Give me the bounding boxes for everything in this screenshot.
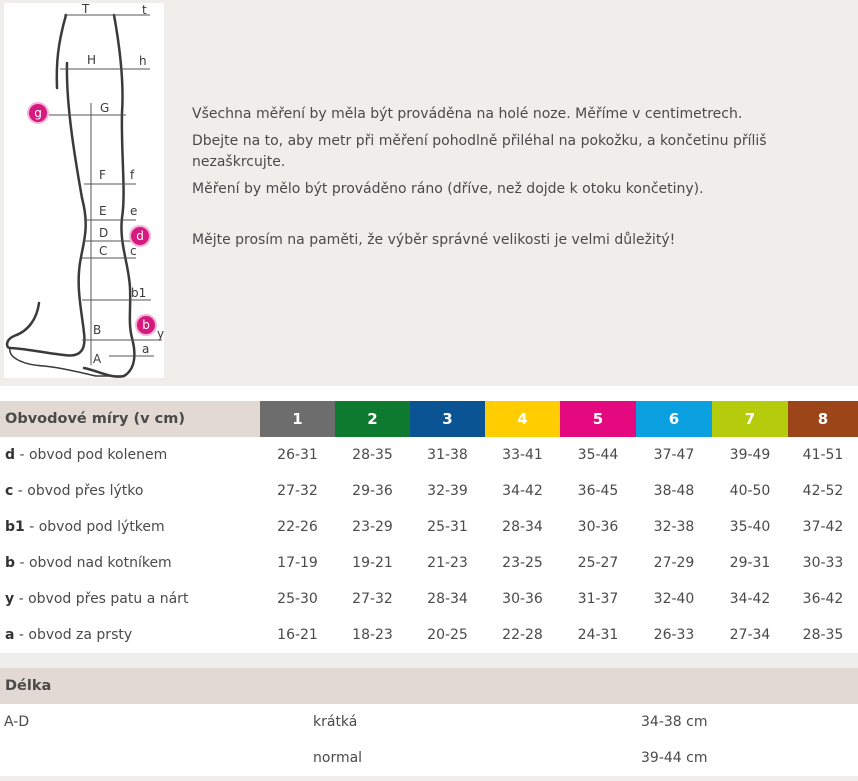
length-row xyxy=(0,704,858,740)
measure-label xyxy=(0,617,260,653)
measure-code: c xyxy=(5,483,14,499)
label-H: H xyxy=(87,53,97,67)
label-y: y xyxy=(157,327,164,341)
badge-d xyxy=(130,226,150,246)
size-value: 31-37 xyxy=(560,581,636,617)
label-c: c xyxy=(130,244,137,258)
size-header: 4 xyxy=(485,401,560,437)
size-value: 28-35 xyxy=(335,437,410,473)
label-D: D xyxy=(99,226,109,240)
size-value: 32-39 xyxy=(410,473,485,509)
table-row xyxy=(0,437,858,473)
section-gap xyxy=(0,653,858,668)
length-range: 34-38 cm xyxy=(641,714,708,730)
size-value: 42-52 xyxy=(788,473,858,509)
size-value: 20-25 xyxy=(410,617,485,653)
size-header: 7 xyxy=(712,401,788,437)
measure-code: d xyxy=(5,447,16,463)
size-value: 21-23 xyxy=(410,545,485,581)
size-value: 36-45 xyxy=(560,473,636,509)
measure-label xyxy=(0,509,260,545)
label-C: C xyxy=(99,244,108,258)
measure-description: - obvod nad kotníkem xyxy=(15,555,172,571)
measure-description: - obvod pod kolenem xyxy=(15,447,168,463)
size-value: 27-34 xyxy=(712,617,788,653)
intro-text xyxy=(192,104,832,257)
size-value: 28-35 xyxy=(788,617,858,653)
size-value: 35-44 xyxy=(560,437,636,473)
svg-text:d: d xyxy=(136,229,144,243)
label-F: F xyxy=(99,168,106,182)
size-value: 31-38 xyxy=(410,437,485,473)
size-value: 18-23 xyxy=(335,617,410,653)
size-value: 36-42 xyxy=(788,581,858,617)
measure-code: y xyxy=(5,591,15,607)
measure-code: b xyxy=(5,555,16,571)
size-value: 37-47 xyxy=(636,437,712,473)
label-b1: b1 xyxy=(131,286,147,300)
intro-paragraph-2: Dbejte na to, aby metr při měření pohodlně přiléhal na pokožku, a končetinu příliš nezaškrcujte. xyxy=(192,133,767,170)
measure-description: - obvod za prsty xyxy=(14,627,133,643)
size-value: 39-49 xyxy=(712,437,788,473)
size-table-header xyxy=(0,401,858,437)
size-value: 40-50 xyxy=(712,473,788,509)
table-row xyxy=(0,509,858,545)
size-value: 22-28 xyxy=(485,617,560,653)
length-measure: A-D xyxy=(4,714,30,730)
size-value: 41-51 xyxy=(788,437,858,473)
label-t: t xyxy=(142,3,147,17)
badge-g xyxy=(28,103,48,123)
size-value: 25-27 xyxy=(560,545,636,581)
size-value: 38-48 xyxy=(636,473,712,509)
size-value: 26-33 xyxy=(636,617,712,653)
label-a: a xyxy=(142,342,150,356)
size-value: 37-42 xyxy=(788,509,858,545)
size-table xyxy=(0,401,858,653)
svg-text:b: b xyxy=(142,318,150,332)
size-value: 26-31 xyxy=(260,437,335,473)
intro-paragraph-3: Měření by mělo být prováděno ráno (dříve, než dojde k otoku končetiny). xyxy=(192,181,704,197)
svg-text:g: g xyxy=(34,106,42,120)
length-variant: krátká xyxy=(313,714,358,730)
table-row xyxy=(0,617,858,653)
badge-b xyxy=(136,315,156,335)
length-row xyxy=(0,740,858,776)
size-header: 3 xyxy=(410,401,485,437)
length-section xyxy=(0,653,858,776)
length-variant: normal xyxy=(313,750,363,766)
size-value: 27-32 xyxy=(260,473,335,509)
size-value: 30-36 xyxy=(485,581,560,617)
size-value: 35-40 xyxy=(712,509,788,545)
measure-description: - obvod pod lýtkem xyxy=(24,519,165,535)
size-value: 30-33 xyxy=(788,545,858,581)
size-value: 34-42 xyxy=(485,473,560,509)
label-e: e xyxy=(130,204,138,218)
label-A: A xyxy=(93,352,102,366)
length-header: Délka xyxy=(0,668,858,704)
measure-code: a xyxy=(5,627,15,643)
measure-description: - obvod přes patu a nárt xyxy=(14,591,189,607)
measure-description: - obvod přes lýtko xyxy=(13,483,144,499)
size-table-title: Obvodové míry (v cm) xyxy=(0,401,260,437)
measure-code: b1 xyxy=(5,519,25,535)
size-value: 28-34 xyxy=(485,509,560,545)
size-header: 8 xyxy=(788,401,858,437)
intro-paragraph-1: Všechna měření by měla být prováděna na holé noze. Měříme v centimetrech. xyxy=(192,106,743,122)
label-h: h xyxy=(139,54,147,68)
size-value: 27-29 xyxy=(636,545,712,581)
size-value: 33-41 xyxy=(485,437,560,473)
size-value: 32-40 xyxy=(636,581,712,617)
size-value: 32-38 xyxy=(636,509,712,545)
size-value: 27-32 xyxy=(335,581,410,617)
leg-diagram-svg xyxy=(4,3,164,378)
size-table-body xyxy=(0,437,858,653)
length-range: 39-44 cm xyxy=(641,750,708,766)
size-value: 17-19 xyxy=(260,545,335,581)
label-G: G xyxy=(100,101,110,115)
measure-label xyxy=(0,473,260,509)
size-value: 30-36 xyxy=(560,509,636,545)
size-value: 19-21 xyxy=(335,545,410,581)
size-value: 23-25 xyxy=(485,545,560,581)
measure-label xyxy=(0,545,260,581)
label-E: E xyxy=(99,204,107,218)
size-value: 25-30 xyxy=(260,581,335,617)
divider xyxy=(0,386,858,402)
size-header: 1 xyxy=(260,401,335,437)
table-row xyxy=(0,545,858,581)
size-value: 22-26 xyxy=(260,509,335,545)
measure-label xyxy=(0,437,260,473)
table-row xyxy=(0,581,858,617)
size-header: 5 xyxy=(560,401,636,437)
label-f: f xyxy=(130,168,135,182)
size-header: 6 xyxy=(636,401,712,437)
intro-paragraph-4: Mějte prosím na paměti, že výběr správné velikosti je velmi důležitý! xyxy=(192,232,676,248)
info-section xyxy=(0,0,858,386)
measure-label xyxy=(0,581,260,617)
size-value: 34-42 xyxy=(712,581,788,617)
label-T: T xyxy=(82,3,90,16)
size-value: 23-29 xyxy=(335,509,410,545)
size-value: 16-21 xyxy=(260,617,335,653)
size-value: 25-31 xyxy=(410,509,485,545)
size-header: 2 xyxy=(335,401,410,437)
size-value: 28-34 xyxy=(410,581,485,617)
size-value: 24-31 xyxy=(560,617,636,653)
size-value: 29-36 xyxy=(335,473,410,509)
label-B: B xyxy=(93,323,102,337)
table-row xyxy=(0,473,858,509)
leg-measurement-diagram xyxy=(4,3,164,378)
size-value: 29-31 xyxy=(712,545,788,581)
